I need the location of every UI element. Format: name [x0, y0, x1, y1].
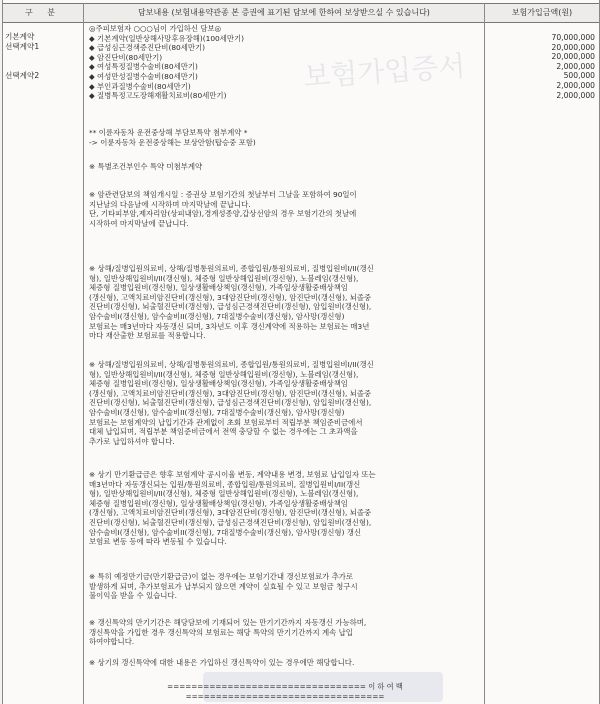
diamond-icon: ◆ — [89, 33, 98, 43]
category-option2: 선택계약2 — [5, 71, 40, 80]
column-divider — [484, 3, 485, 704]
end-of-document-line: ================================= 이 하 여 백 ================================= — [167, 682, 406, 701]
column-divider — [83, 3, 84, 704]
header-amount: 보험가입금액(원) — [511, 8, 573, 17]
amount-value: 500,000 — [563, 71, 595, 81]
amount-value: 70,000,000 — [551, 33, 595, 42]
table-header — [3, 3, 599, 23]
note-renew-term: ※ 갱신특약의 만기기간은 해당담보에 기재되어 있는 만기기간까지 자동갱신 가능하며, 갱신특약을 가입한 경우 갱신특약의 보험료는 해당 특약의 만기기간까지 계속 납입 하여야합니다. — [89, 618, 367, 647]
category-option1: 선택계약1 — [5, 42, 40, 51]
diamond-icon: ◆ — [89, 62, 98, 72]
note-driver — [89, 128, 481, 147]
coverage-item: ◆ 여성특정질병수술비(80세만기) — [89, 62, 198, 72]
coverage-item: ◆ 여성만성질병수술비(80세만기) — [89, 71, 198, 81]
note-renew-3: ※ 상기 만기환급금은 향후 보험계약 공시이율 변동, 계약내용 변경, 보험료 납입일자 또는 매3년마다 자동갱신되는 입원/통원의료비, 종합입원/통원의료비, 질병입원비I/II(갱신 형), 일반상해입원비I/II(갱신형), 체증형 일반상해입원비(갱신형), 노블레임(갱신형), 체증형 질병입원비(갱신형), 일상생활배상책임(갱신형), 가족일상생활중배상책임 (갱신형), 고액치료비암진단비(갱신형), 3대암진단비(갱신형), 암진단비(갱신형), 뇌졸중 진단비(갱신형), 뇌출혈진단비(갱신형), 급성심근경색진단비(갱신형), 암입원비(갱신형), 암수술비I(갱신형), 암수술비II(갱신형), 7대질병수술비(갱신형), 암사망(갱신형) 갱신 보험료 변동 등에 따라 변동될 수 있습니다. — [89, 470, 376, 547]
note-refund: ※ 특히 예정만기금(만기환급금)이 없는 경우에는 보험기간내 갱신보험료가 추가로 발생하게 되며, 추가보험료가 납부되지 않으면 계약이 실효될 수 있고 보험금 청구시 불이익을 받을 수 있습니다. — [89, 572, 358, 601]
amount-value: 2,000,000 — [556, 80, 595, 90]
coverage-item: ◆ 기본계약(일반상해사망후유장해)(100세만기) — [89, 33, 245, 43]
diamond-icon: ◆ — [89, 71, 98, 81]
diamond-icon: ◆ — [89, 91, 98, 101]
coverage-item: ◆ 급성심근경색증진단비(80세만기) — [89, 43, 206, 53]
note-driver-1: ** 이륜자동차 운전중상해 부담보특약 첨부계약 * — [89, 128, 248, 137]
amount-column — [485, 33, 595, 100]
diamond-icon: ◆ — [89, 52, 98, 62]
amount-value: 2,000,000 — [556, 61, 595, 71]
diamond-icon: ◆ — [89, 43, 98, 53]
note-applies: ※ 상기의 갱신특약에 대한 내용은 가입하신 갱신특약이 있는 경우에만 해당합니다. — [89, 658, 355, 667]
note-special: ※ 특별조건부인수 특약 미첨부계약 — [89, 162, 203, 171]
category-basic: 기본계약 — [5, 32, 35, 41]
note-renew-1: ※ 상해/질병입원의료비, 상해/질병통원의료비, 종합입원/통원의료비, 질병입원비I/II(갱신 형), 일반상해입원비I/II(갱신형), 체증형 일반상해입원비(갱신형), 노블레임(갱신형), 체증형 질병입원비(갱신형), 일상생활배상책임(갱신형), 가족일상생활중배상책임 (갱신형), 고액치료비암진단비(갱신형), 3대암진단비(갱신형), 암진단비(갱신형), 뇌졸중 진단비(갱신형), 뇌출혈진단비(갱신형), 급성심근경색진단비(갱신형), 암입원비(갱신형), 암수술비I(갱신형), 암수술비II(갱신형), 7대질병수술비(갱신형), 암사망(갱신형) 보험료는 매3년마다 자동갱신 되며, 3차년도 이후 갱신계약에 적용하는 보험료는 매3년 마다 재산출한 보험료를 적용합니다. — [89, 264, 374, 341]
header-category: 구 분 — [25, 8, 61, 17]
coverage-item: ◆ 암진단비(80세만기) — [89, 52, 163, 62]
amount-value: 2,000,000 — [556, 90, 595, 100]
diamond-icon: ◆ — [89, 81, 98, 91]
coverage-list — [89, 24, 481, 101]
coverage-item: ◆ 질병특정고도장해재활치료비(80세만기) — [89, 91, 227, 101]
watermark-text: 보험가입증서 — [302, 49, 467, 94]
coverage-item: ◆ 부인과질병수술비(80세만기) — [89, 81, 191, 91]
amount-value: 20,000,000 — [551, 52, 595, 62]
note-cancer: ※ 암관련담보의 책임개시일 : 증권상 보험기간의 첫날부터 그날을 포함하여 90일이 지난날의 다음날에 시작하며 마지막날에 끝납니다. 단, 기타피부암,제자리암(상피내암),경계성종양,갑상선암의 경우 보험기간의 첫날에 시작하여 마지막날에 끝납니다. — [89, 190, 357, 228]
note-renew-2: ※ 상해/질병입원의료비, 상해/질병통원의료비, 종합입원/통원의료비, 질병입원비I/II(갱신 형), 일반상해입원비I/II(갱신형), 체증형 일반상해입원비(갱신형), 노블레임(갱신형), 체증형 질병입원비(갱신형), 일상생활배상책임(갱신형), 가족일상생활중배상책임 (갱신형), 고액치료비암진단비(갱신형), 3대암진단비(갱신형), 암진단비(갱신형), 뇌졸중 진단비(갱신형), 뇌출혈진단비(갱신형), 급성심근경색진단비(갱신형), 암입원비(갱신형), 암수술비I(갱신형), 암수술비II(갱신형), 7대질병수술비(갱신형), 암사망(갱신형) 보험료는 보험계약의 납입기간과 관계없이 초회 보험료부터 적립부분 책임준비금에서 대체 납입되며, 적립부분 책임준비금에서 전액 충당할 수 없는 경우에는 그 초과액을 추가로 납입하셔야 합니다. — [89, 360, 374, 446]
note-driver-2: -> 이륜자동차 운전중상해는 보상안함(탑승중 포함) — [89, 137, 256, 147]
coverage-intro: ◎주피보험자 ○○○님이 가입하신 담보◎ — [89, 24, 222, 33]
header-content: 담보내용 (보험내용약관종 본 증권에 표기된 담보에 한하여 보상받으실 수 있습니다) — [138, 8, 430, 17]
policy-document — [2, 0, 600, 704]
amount-value: 20,000,000 — [551, 42, 595, 52]
